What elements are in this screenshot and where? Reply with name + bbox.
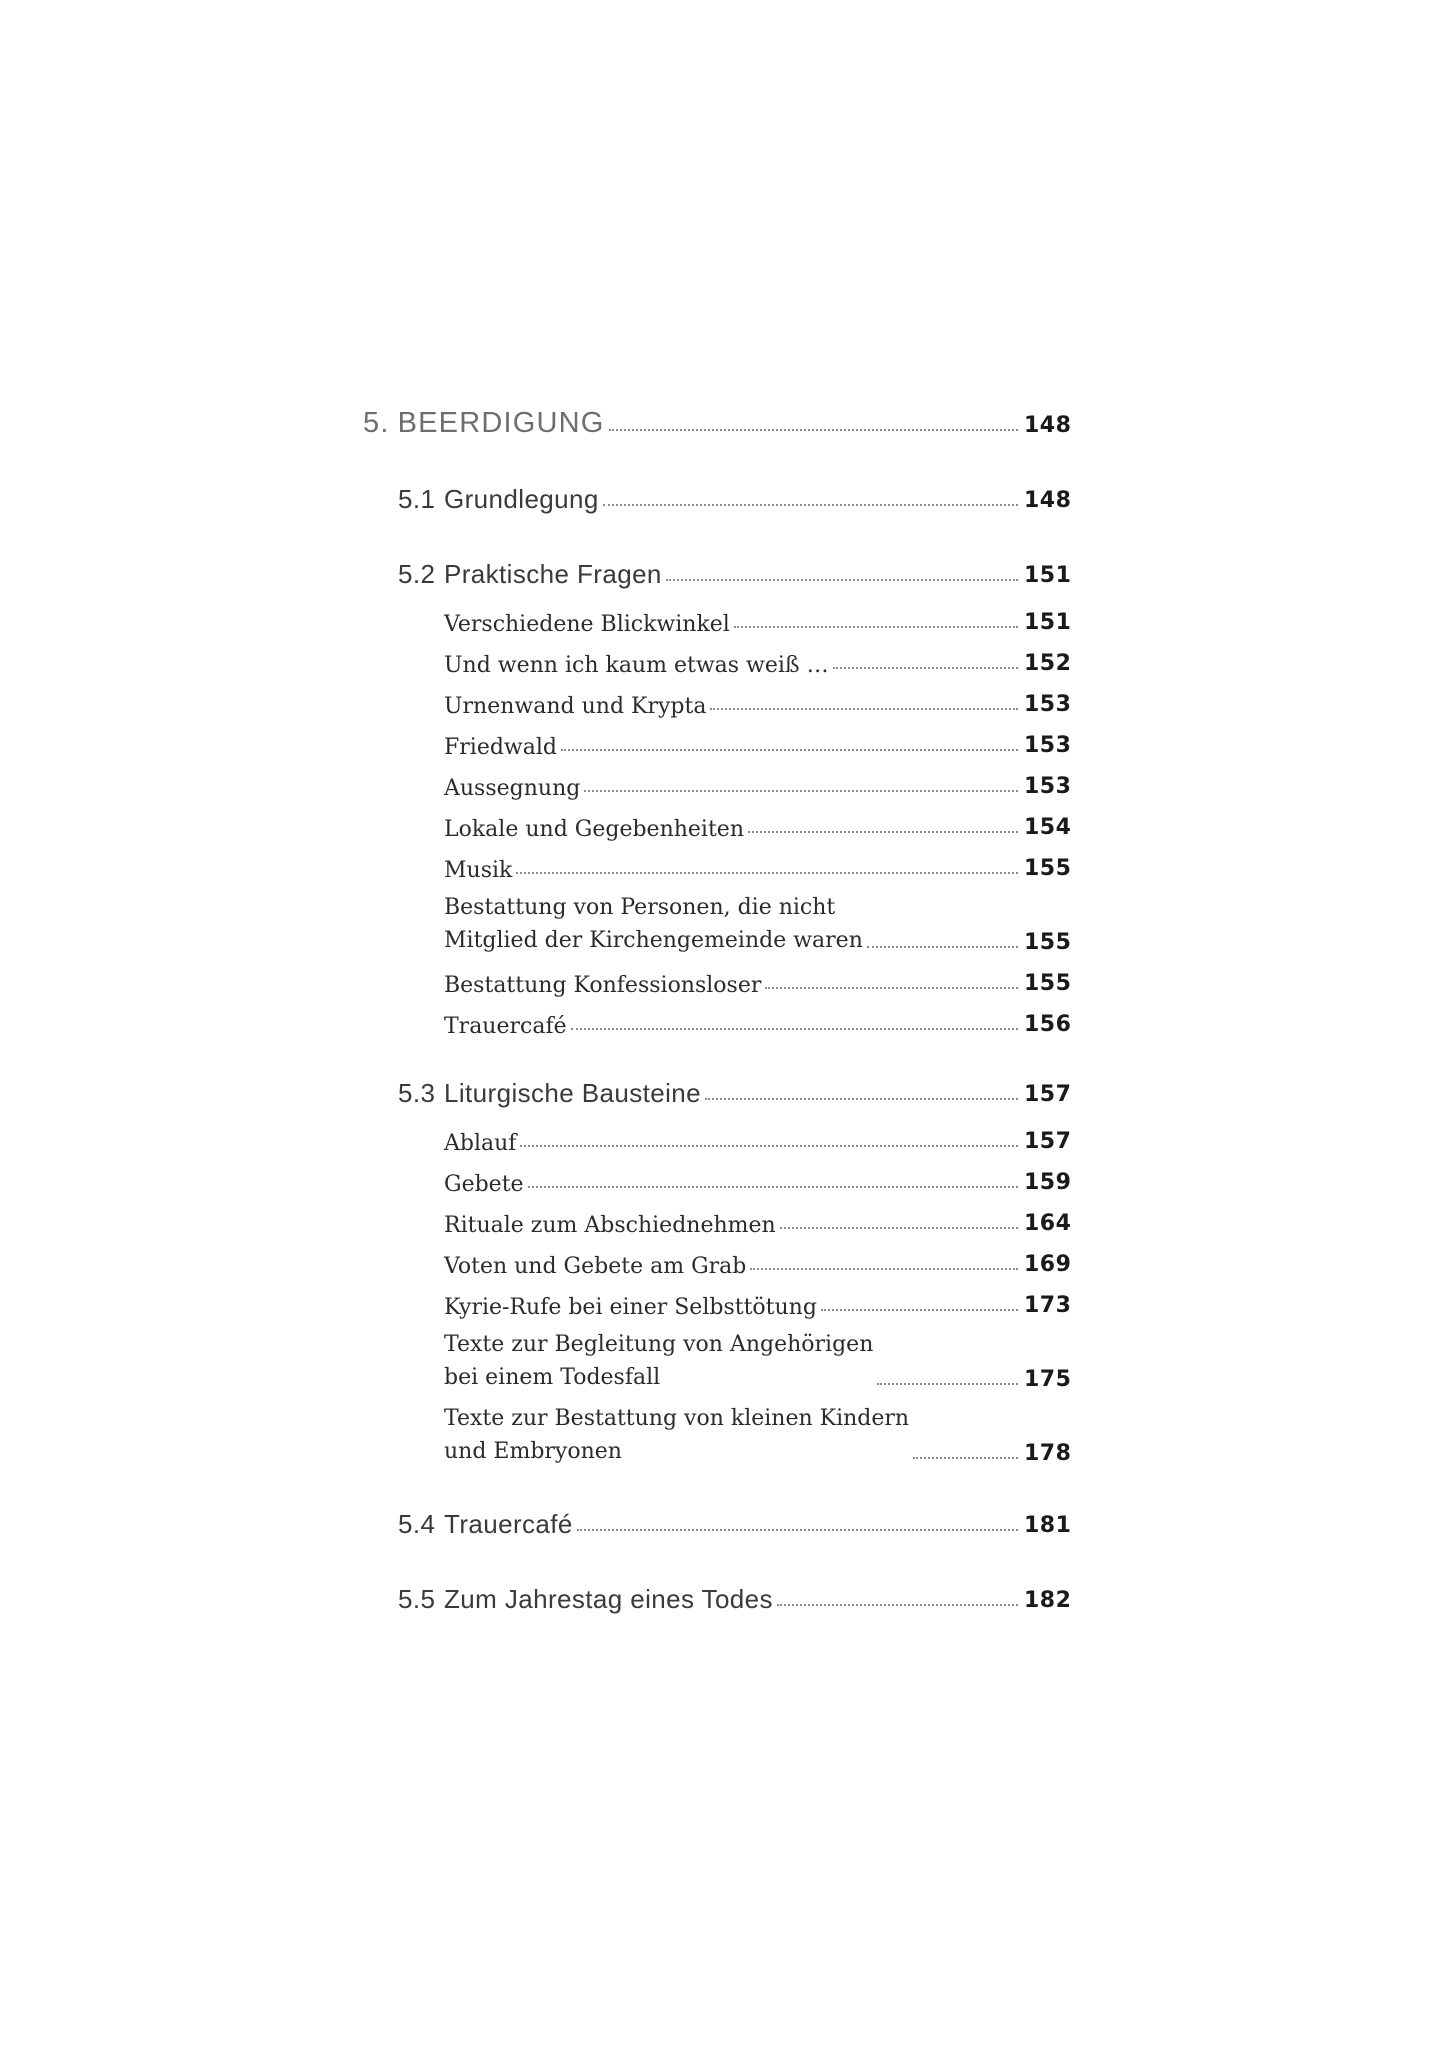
toc-section-5-5[interactable] bbox=[363, 1573, 1070, 1615]
page-number: 182 bbox=[1024, 1588, 1072, 1613]
section-number: 5.1 bbox=[398, 484, 436, 514]
entry-title-line: und Embryonen bbox=[444, 1439, 622, 1464]
section-title bbox=[398, 559, 662, 590]
dot-leader bbox=[705, 1098, 1018, 1100]
dot-leader bbox=[777, 1604, 1018, 1606]
dot-leader bbox=[603, 504, 1018, 506]
dot-leader bbox=[765, 987, 1018, 989]
page-number: 155 bbox=[1024, 930, 1072, 955]
toc-entry[interactable] bbox=[363, 1115, 1070, 1156]
toc-section-5-2[interactable] bbox=[363, 548, 1070, 590]
page-number: 175 bbox=[1024, 1367, 1072, 1392]
page-number: 148 bbox=[1024, 413, 1072, 438]
table-of-contents bbox=[363, 396, 1070, 1615]
toc-entry[interactable] bbox=[363, 678, 1070, 719]
dot-leader bbox=[748, 831, 1018, 833]
toc-section-5-3[interactable] bbox=[363, 1067, 1070, 1109]
section-title-text: Praktische Fragen bbox=[444, 559, 662, 589]
page-number: 157 bbox=[1024, 1129, 1072, 1154]
dot-leader bbox=[609, 429, 1018, 431]
toc-entry[interactable] bbox=[363, 842, 1070, 883]
entry-title-line: Mitglied der Kirchengemeinde waren bbox=[444, 928, 863, 953]
section-title bbox=[398, 1584, 773, 1615]
section-number: 5.4 bbox=[398, 1509, 436, 1539]
entry-title: Bestattung Konfessionsloser bbox=[444, 973, 762, 998]
section-title bbox=[398, 484, 599, 515]
toc-entry[interactable] bbox=[363, 883, 1070, 957]
entry-title: Kyrie-Rufe bei einer Selbsttötung bbox=[444, 1295, 817, 1320]
dot-leader bbox=[516, 872, 1018, 874]
dot-leader bbox=[710, 708, 1018, 710]
toc-entry[interactable] bbox=[363, 1320, 1070, 1394]
entry-title: Gebete bbox=[444, 1172, 524, 1197]
toc-entry[interactable] bbox=[363, 801, 1070, 842]
dot-leader bbox=[734, 626, 1018, 628]
page-number: 156 bbox=[1024, 1012, 1072, 1037]
toc-entry[interactable] bbox=[363, 957, 1070, 998]
section-number: 5.2 bbox=[398, 559, 436, 589]
toc-entry[interactable] bbox=[363, 596, 1070, 637]
dot-leader bbox=[520, 1145, 1018, 1147]
chapter-title bbox=[363, 407, 605, 440]
section-title bbox=[398, 1078, 701, 1109]
toc-entry[interactable] bbox=[363, 719, 1070, 760]
page-number: 173 bbox=[1024, 1293, 1072, 1318]
section-title-text: Trauercafé bbox=[444, 1509, 573, 1539]
dot-leader bbox=[780, 1227, 1018, 1229]
toc-entry[interactable] bbox=[363, 998, 1070, 1039]
toc-section-5-4[interactable] bbox=[363, 1498, 1070, 1540]
dot-leader bbox=[913, 1457, 1018, 1459]
page-number: 155 bbox=[1024, 971, 1072, 996]
chapter-title-text: BEERDIGUNG bbox=[397, 407, 605, 439]
chapter-number: 5. bbox=[363, 407, 390, 439]
entry-title: Rituale zum Abschiednehmen bbox=[444, 1213, 776, 1238]
dot-leader bbox=[561, 749, 1018, 751]
section-title-text: Zum Jahrestag eines Todes bbox=[444, 1584, 773, 1614]
dot-leader bbox=[833, 667, 1018, 669]
entry-title: Friedwald bbox=[444, 735, 557, 760]
section-title-text: Grundlegung bbox=[444, 484, 599, 514]
entry-title bbox=[444, 891, 863, 957]
entry-title-line: Bestattung von Personen, die nicht bbox=[444, 895, 836, 920]
toc-entry[interactable] bbox=[363, 1279, 1070, 1320]
entry-title: Urnenwand und Krypta bbox=[444, 694, 707, 719]
dot-leader bbox=[867, 946, 1018, 948]
page-number: 153 bbox=[1024, 692, 1072, 717]
dot-leader bbox=[584, 790, 1018, 792]
page-number: 151 bbox=[1024, 563, 1072, 588]
toc-entry[interactable] bbox=[363, 1156, 1070, 1197]
section-title bbox=[398, 1509, 573, 1540]
entry-title-line: Texte zur Begleitung von Angehörigen bbox=[444, 1332, 874, 1357]
entry-title: Trauercafé bbox=[444, 1014, 567, 1039]
dot-leader bbox=[571, 1028, 1018, 1030]
entry-title: Ablauf bbox=[444, 1131, 517, 1156]
page-number: 157 bbox=[1024, 1082, 1072, 1107]
dot-leader bbox=[821, 1309, 1018, 1311]
entry-title bbox=[444, 1328, 873, 1394]
entry-title: Voten und Gebete am Grab bbox=[444, 1254, 747, 1279]
toc-entry[interactable] bbox=[363, 760, 1070, 801]
entry-title: Musik bbox=[444, 858, 513, 883]
toc-entry[interactable] bbox=[363, 637, 1070, 678]
dot-leader bbox=[750, 1268, 1018, 1270]
toc-section-5-1[interactable] bbox=[363, 473, 1070, 515]
dot-leader bbox=[877, 1383, 1018, 1385]
page-number: 164 bbox=[1024, 1211, 1072, 1236]
page-number: 181 bbox=[1024, 1513, 1072, 1538]
entry-title: Lokale und Gegebenheiten bbox=[444, 817, 744, 842]
page-number: 169 bbox=[1024, 1252, 1072, 1277]
entry-title-line: bei einem Todesfall bbox=[444, 1365, 661, 1390]
dot-leader bbox=[528, 1186, 1018, 1188]
section-number: 5.5 bbox=[398, 1584, 436, 1614]
page-number: 151 bbox=[1024, 610, 1072, 635]
section-number: 5.3 bbox=[398, 1078, 436, 1108]
page-number: 154 bbox=[1024, 815, 1072, 840]
entry-title: Aussegnung bbox=[444, 776, 581, 801]
entry-title-line: Texte zur Bestattung von kleinen Kindern bbox=[444, 1406, 910, 1431]
dot-leader bbox=[666, 579, 1018, 581]
page-number: 155 bbox=[1024, 856, 1072, 881]
toc-entry[interactable] bbox=[363, 1238, 1070, 1279]
entry-title: Und wenn ich kaum etwas weiß … bbox=[444, 653, 829, 678]
dot-leader bbox=[577, 1529, 1018, 1531]
page-number: 159 bbox=[1024, 1170, 1072, 1195]
toc-entry[interactable] bbox=[363, 1394, 1070, 1468]
entry-title: Verschiedene Blickwinkel bbox=[444, 612, 730, 637]
toc-chapter-5[interactable] bbox=[363, 396, 1070, 440]
toc-entry[interactable] bbox=[363, 1197, 1070, 1238]
entry-title bbox=[444, 1402, 909, 1468]
section-title-text: Liturgische Bausteine bbox=[444, 1078, 701, 1108]
page-number: 153 bbox=[1024, 733, 1072, 758]
page-number: 178 bbox=[1024, 1441, 1072, 1466]
page-number: 152 bbox=[1024, 651, 1072, 676]
page-number: 148 bbox=[1024, 488, 1072, 513]
page-number: 153 bbox=[1024, 774, 1072, 799]
